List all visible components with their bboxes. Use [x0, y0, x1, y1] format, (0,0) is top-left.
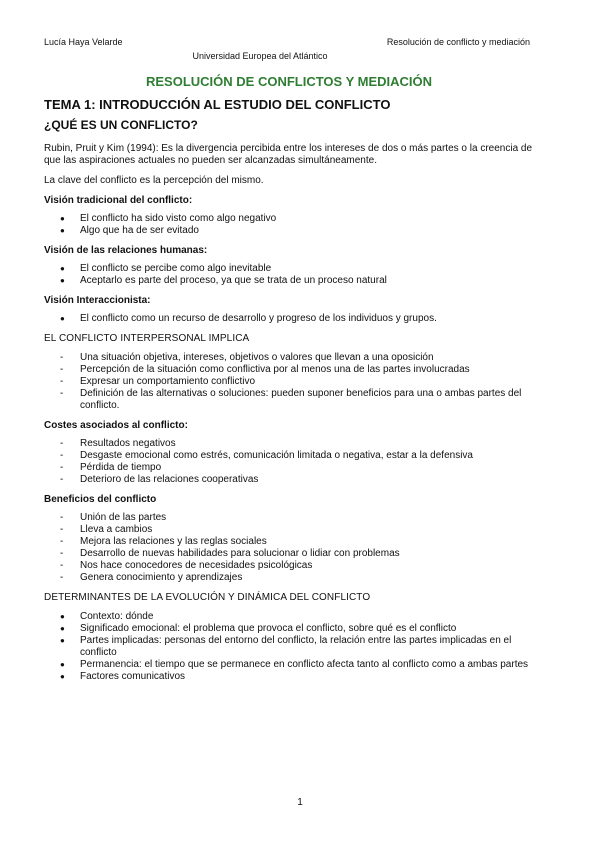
header-university: Universidad Europea del Atlántico — [192, 51, 328, 61]
list-item — [44, 388, 534, 412]
dash-icon: - — [60, 450, 64, 461]
list-item — [44, 313, 534, 325]
list-item-text: Partes implicadas: personas del entorno del conflicto, la relación entre las partes implicadas en el conflicto — [80, 635, 512, 658]
bullet-icon: ● — [60, 214, 65, 223]
key-sentence: La clave del conflicto es la percepción del mismo. — [44, 175, 264, 186]
list-item — [44, 275, 534, 287]
dash-icon: - — [60, 388, 64, 399]
list-item — [44, 536, 534, 548]
list-item-text: Desarrollo de nuevas habilidades para solucionar o lidiar con problemas — [80, 548, 400, 559]
list-item — [44, 364, 534, 376]
list-item-text: Contexto: dónde — [80, 611, 154, 622]
list-item — [44, 659, 534, 671]
benefits-heading: Beneficios del conflicto — [44, 494, 157, 505]
bullet-icon: ● — [60, 226, 65, 235]
list-item — [44, 225, 534, 237]
dash-icon: - — [60, 560, 64, 571]
list-item-text: Nos hace conocedores de necesidades psicológicas — [80, 560, 313, 571]
list-item-text: El conflicto ha sido visto como algo negativo — [80, 213, 277, 224]
dash-icon: - — [60, 438, 64, 449]
list-item-text: Una situación objetiva, intereses, objetivos o valores que llevan a una oposición — [80, 352, 434, 363]
list-item-text: Genera conocimiento y aprendizajes — [80, 572, 243, 583]
list-item — [44, 512, 534, 524]
list-item — [44, 611, 534, 623]
list-item-text: Significado emocional: el problema que provoca el conflicto, sobre qué es el conflicto — [80, 623, 457, 634]
list-item — [44, 560, 534, 572]
bullet-icon: ● — [60, 276, 65, 285]
list-item-text: Definición de las alternativas o soluciones: pueden suponer beneficios para una o ambas partes del conflicto. — [80, 388, 522, 411]
list-item — [44, 450, 534, 462]
list-item — [44, 635, 534, 659]
list-item-text: El conflicto se percibe como algo inevitable — [80, 263, 272, 274]
list-item-text: Unión de las partes — [80, 512, 167, 523]
traditional-list — [44, 213, 534, 237]
interactionist-heading: Visión Interaccionista: — [44, 295, 151, 306]
list-item-text: El conflicto como un recurso de desarrollo y progreso de los individuos y grupos. — [80, 313, 437, 324]
list-item-text: Mejora las relaciones y las reglas sociales — [80, 536, 267, 547]
dash-icon: - — [60, 512, 64, 523]
list-item — [44, 474, 534, 486]
costs-list — [44, 438, 534, 486]
list-item-text: Factores comunicativos — [80, 671, 186, 682]
header-author: Lucía Haya Velarde — [44, 37, 123, 47]
question-heading: ¿QUÉ ES UN CONFLICTO? — [44, 118, 198, 132]
dash-icon: - — [60, 572, 64, 583]
dash-icon: - — [60, 474, 64, 485]
human-relations-list — [44, 263, 534, 287]
bullet-icon: ● — [60, 612, 65, 621]
bullet-icon: ● — [60, 264, 65, 273]
list-item-text: Pérdida de tiempo — [80, 462, 162, 473]
list-item — [44, 524, 534, 536]
dash-icon: - — [60, 376, 64, 387]
list-item — [44, 213, 534, 225]
interactionist-list — [44, 313, 534, 325]
list-item — [44, 376, 534, 388]
list-item-text: Lleva a cambios — [80, 524, 153, 535]
list-item — [44, 623, 534, 635]
determinants-heading: DETERMINANTES DE LA EVOLUCIÓN Y DINÁMICA DEL CONFLICTO — [44, 592, 371, 603]
dash-icon: - — [60, 462, 64, 473]
list-item — [44, 462, 534, 474]
list-item — [44, 263, 534, 275]
dash-icon: - — [60, 548, 64, 559]
theme-heading: TEMA 1: INTRODUCCIÓN AL ESTUDIO DEL CONFLICTO — [44, 97, 391, 112]
interpersonal-list — [44, 352, 534, 412]
costs-heading: Costes asociados al conflicto: — [44, 420, 188, 431]
dash-icon: - — [60, 352, 64, 363]
dash-icon: - — [60, 524, 64, 535]
list-item — [44, 572, 534, 584]
traditional-heading: Visión tradicional del conflicto: — [44, 195, 193, 206]
document-title: RESOLUCIÓN DE CONFLICTOS Y MEDIACIÓN — [145, 74, 433, 89]
interpersonal-heading: EL CONFLICTO INTERPERSONAL IMPLICA — [44, 333, 250, 344]
list-item — [44, 438, 534, 450]
bullet-icon: ● — [60, 314, 65, 323]
dash-icon: - — [60, 536, 64, 547]
human-relations-heading: Visión de las relaciones humanas: — [44, 245, 208, 256]
determinants-list — [44, 611, 534, 683]
dash-icon: - — [60, 364, 64, 375]
list-item-text: Algo que ha de ser evitado — [80, 225, 199, 236]
page-number: 1 — [297, 797, 303, 808]
list-item-text: Expresar un comportamiento conflictivo — [80, 376, 256, 387]
list-item-text: Aceptarlo es parte del proceso, ya que se trata de un proceso natural — [80, 275, 387, 286]
bullet-icon: ● — [60, 624, 65, 633]
list-item — [44, 671, 534, 683]
list-item-text: Resultados negativos — [80, 438, 176, 449]
list-item-text: Deterioro de las relaciones cooperativas — [80, 474, 259, 485]
document-body — [44, 74, 534, 691]
list-item-text: Desgaste emocional como estrés, comunicación limitada o negativa, estar a la defensiva — [80, 450, 473, 461]
benefits-list — [44, 512, 534, 584]
list-item-text: Percepción de la situación como conflictiva por al menos una de las partes involucradas — [80, 364, 470, 375]
definition-paragraph: Rubin, Pruit y Kim (1994): Es la divergencia percibida entre los intereses de dos o más partes o la creencia de que las aspiraciones actuales no pueden ser alcanzadas simultáneamente. — [44, 143, 533, 166]
bullet-icon: ● — [60, 636, 65, 645]
bullet-icon: ● — [60, 660, 65, 669]
bullet-icon: ● — [60, 672, 65, 681]
list-item-text: Permanencia: el tiempo que se permanece en conflicto afecta tanto al conflicto como a ambas partes — [80, 659, 529, 670]
list-item — [44, 548, 534, 560]
list-item — [44, 352, 534, 364]
header-course: Resolución de conflicto y mediación — [386, 37, 530, 47]
